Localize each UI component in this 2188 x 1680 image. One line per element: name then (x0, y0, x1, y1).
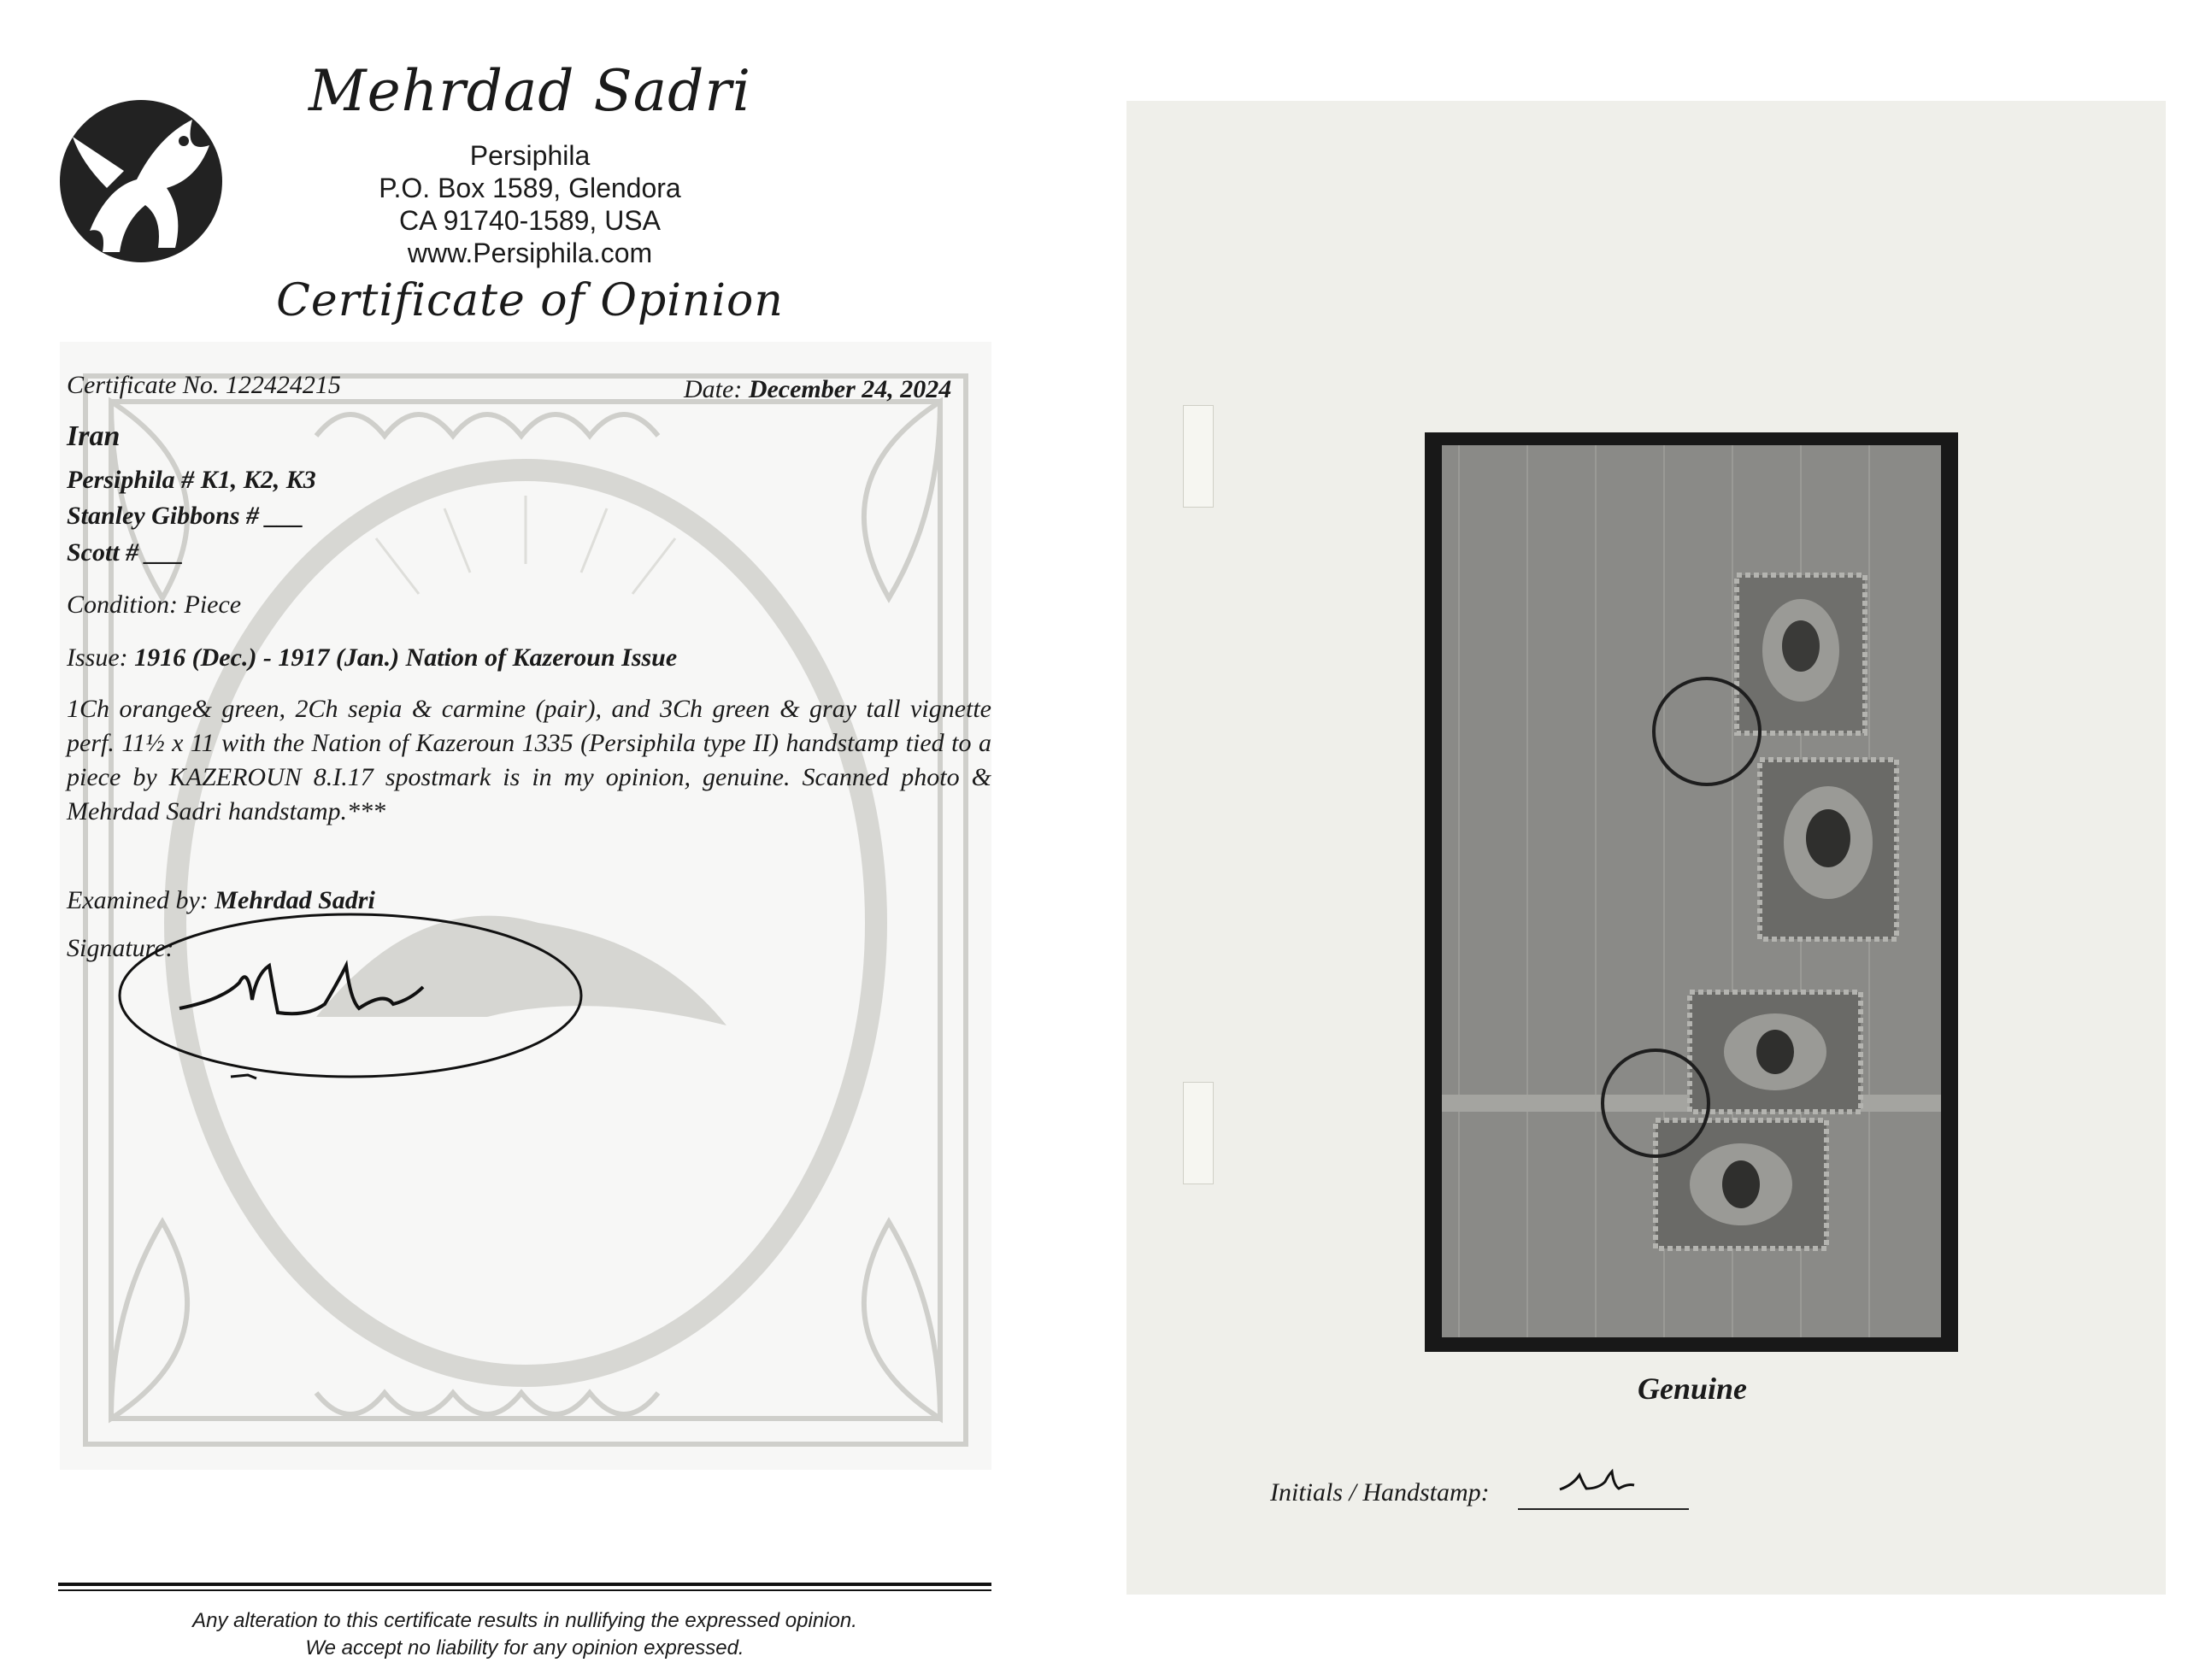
issuer-company: Persiphila (469, 140, 591, 171)
stamp-2ch-lower (1656, 1120, 1826, 1248)
persiphila-label: Persiphila # (67, 466, 201, 494)
certificate-date (684, 373, 951, 406)
certificate-title: Certificate of Opinion (276, 275, 784, 326)
stamp-piece-photo (1442, 445, 1941, 1337)
condition (67, 589, 241, 621)
date-value: December 24, 2024 (748, 375, 952, 403)
certificate-number-label: Certificate No. (67, 371, 220, 399)
certificate-number (67, 369, 341, 402)
mounting-tab-bottom (1183, 1082, 1214, 1184)
footer-rule (58, 1583, 991, 1591)
initials-line (1518, 1508, 1689, 1510)
scott-label: Scott # (67, 538, 145, 567)
condition-label: Condition: (67, 590, 179, 619)
condition-value: Piece (184, 590, 242, 619)
persiphila-value: K1, K2, K3 (200, 466, 316, 494)
persiphila-catalog (67, 464, 316, 496)
country: Iran (67, 420, 121, 452)
mounting-tab-top (1183, 405, 1214, 508)
griffin-logo (56, 85, 239, 269)
examiner-label: Examined by: (67, 886, 209, 914)
sg-label: Stanley Gibbons # (67, 502, 266, 530)
issuer-city: CA 91740-1589, USA (399, 205, 661, 236)
issue-value: 1916 (Dec.) - 1917 (Jan.) Nation of Kazeroun Issue (134, 643, 678, 672)
examiner-value: Mehrdad Sadri (215, 886, 375, 914)
issuer-name: Mehrdad Sadri (309, 58, 751, 124)
initials-handstamp-label: Initials / Handstamp: (1270, 1478, 1490, 1507)
sg-value: ___ (265, 502, 304, 530)
certificate-number-value: 122424215 (225, 371, 341, 399)
issue-label: Issue: (67, 643, 128, 672)
date-label: Date: (684, 375, 743, 403)
issuer-website: www.Persiphila.com (407, 238, 653, 268)
stamp-3ch (1690, 992, 1861, 1112)
signature-label: Signature: (67, 934, 174, 962)
handwritten-signature (103, 906, 598, 1111)
disclaimer-line-1: Any alteration to this certificate results in nullifying the expressed opinion. (192, 1609, 857, 1632)
disclaimer-line-2: We accept no liability for any opinion expressed. (305, 1636, 744, 1659)
issuer-pobox: P.O. Box 1589, Glendora (379, 173, 681, 203)
initials-signature (1556, 1460, 1641, 1499)
stamp-2ch-upper (1760, 760, 1897, 939)
description: 1Ch orange& green, 2Ch sepia & carmine (pair), and 3Ch green & gray tall vignette perf. 11½ x 11 with the Nation of Kazeroun 1335 (Persiphila type II) handstamp tied to a piece by KAZEROUN 8.I.17 spostmark is in my opinion, genuine. Scanned photo & Mehrdad Sadri handstamp.*** (67, 695, 991, 825)
scott-value: ___ (144, 538, 184, 567)
issue (67, 642, 677, 674)
verdict-genuine: Genuine (1637, 1372, 1748, 1406)
scott-catalog (67, 537, 184, 569)
stanley-gibbons-catalog (67, 500, 304, 532)
